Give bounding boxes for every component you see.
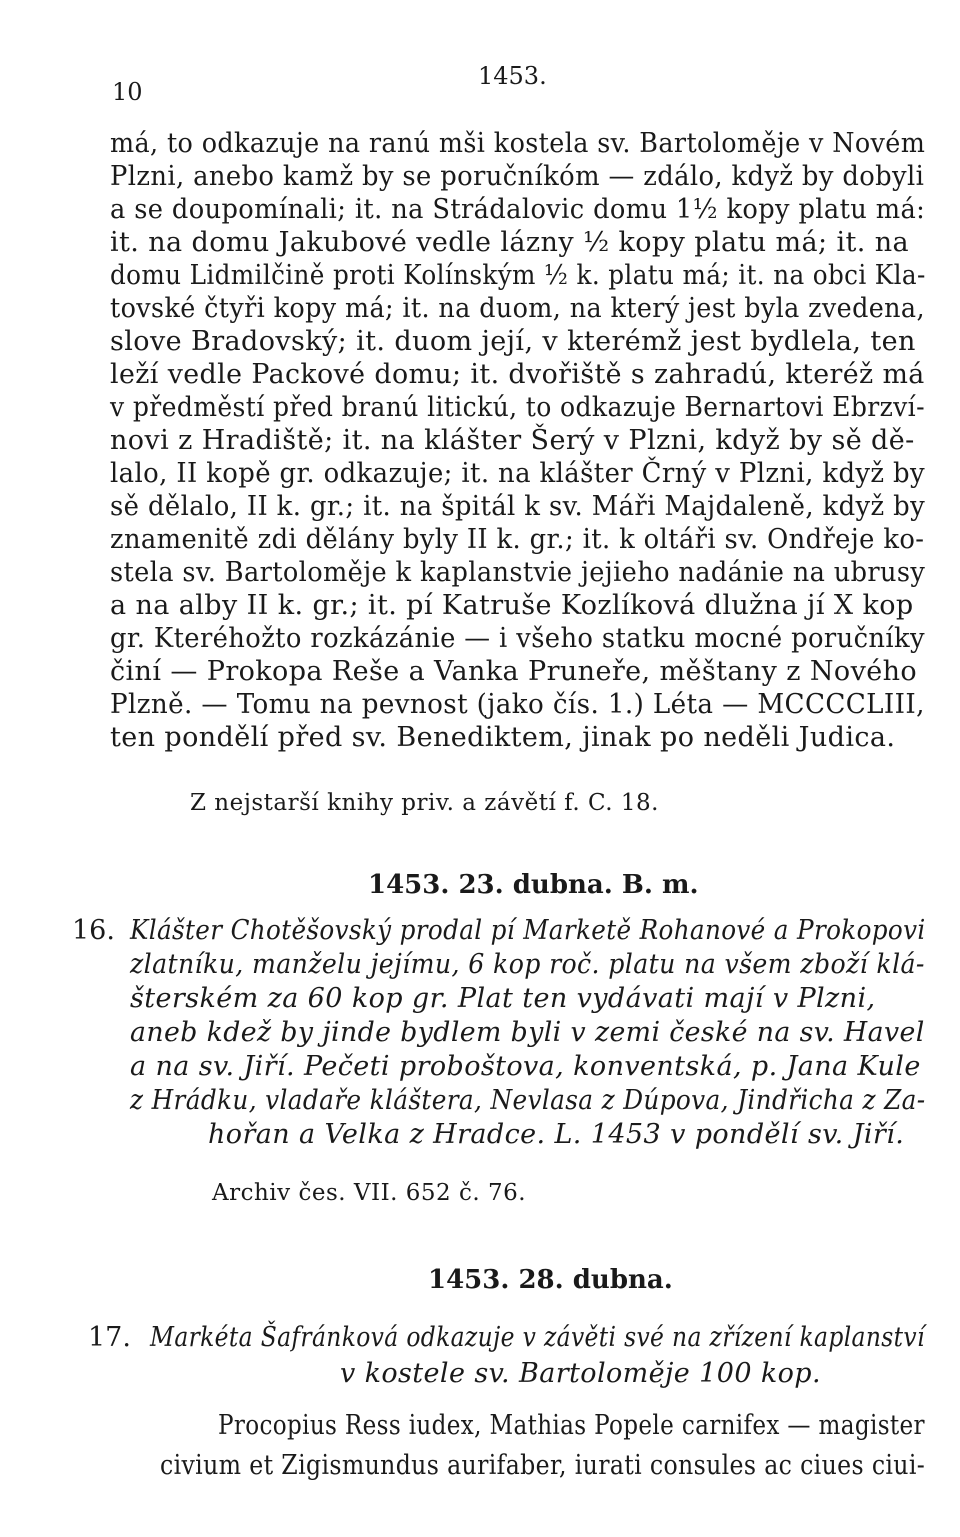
entry16-source: Archiv čes. VII. 652 č. 76. (212, 1180, 527, 1206)
page-number: 10 (112, 78, 143, 106)
entry16-number: 16. (72, 915, 115, 946)
entry16-line: hořan a Velka z Hradce. L. 1453 v pondělí sv. Jiří. (208, 1119, 905, 1150)
entry17-line: Markéta Šafránková odkazuje v závěti své na zřízení kaplanství (150, 1322, 925, 1353)
entry17-body-line: civium et Zigismundus aurifaber, iurati consules ac ciues ciui- (160, 1450, 926, 1481)
entry15-line: domu Lidmilčině proti Kolínským ½ k. platu má; it. na obci Kla- (110, 260, 926, 291)
entry16-line: a na sv. Jiří. Pečeti proboštova, konventská, p. Jana Kule (130, 1051, 921, 1082)
entry15-line: slove Bradovský; it. duom její, v kterémž jest bydlela, ten (110, 326, 916, 357)
entry16-line: Klášter Chotěšovský prodal pí Marketě Rohanové a Prokopovi (130, 915, 926, 946)
entry15-line: znamenitě zdi dělány byly II k. gr.; it. k oltáři sv. Ondřeje ko- (110, 524, 925, 555)
entry15-line: ten pondělí před sv. Benediktem, jinak po neděli Judica. (110, 722, 896, 753)
entry15-line: a se doupomínali; it. na Strádalovic domu 1½ kopy platu má: (110, 194, 926, 225)
entry16-heading: 1453. 23. dubna. B. m. (368, 870, 699, 900)
entry15-line: tovské čtyři kopy má; it. na duom, na který jest byla zvedena, (110, 293, 925, 324)
entry17-line: v kostele sv. Bartoloměje 100 kop. (340, 1358, 821, 1389)
entry16-line: zlatníku, manželu jejímu, 6 kop roč. platu na všem zboží klá- (130, 949, 925, 980)
entry17-body-line: Procopius Ress iudex, Mathias Popele carnifex — magister (218, 1410, 925, 1441)
entry15-line: novi z Hradiště; it. na klášter Šerý v Plzni, když by sě dě- (110, 425, 915, 456)
entry15-line: má, to odkazuje na ranú mši kostela sv. Bartoloměje v Novém (110, 128, 926, 159)
entry15-line: v předměstí před branú litickú, to odkazuje Bernartovi Ebrzví- (110, 392, 925, 423)
entry15-line: gr. Kteréhožto rozkázánie — i všeho statku mocné poručníky (110, 623, 926, 654)
entry16-line: z Hrádku, vladaře kláštera, Nevlasa z Dúpova, Jindřicha z Za- (130, 1085, 926, 1116)
running-header: 1453. (478, 62, 547, 90)
entry17-number: 17. (88, 1322, 131, 1353)
entry15-line: Plzni, anebo kamž by se poručníkóm — zdálo, když by dobyli (110, 161, 925, 192)
entry15-line: it. na domu Jakubové vedle lázny ½ kopy platu má; it. na (110, 227, 909, 258)
entry17-heading: 1453. 28. dubna. (428, 1265, 673, 1295)
entry15-line: lalo, II kopě gr. odkazuje; it. na klášter Črný v Plzni, když by (110, 458, 926, 489)
entry15-line: sě dělalo, II k. gr.; it. na špitál k sv. Máři Majdaleně, když by (110, 491, 926, 522)
entry15-line: stela sv. Bartoloměje k kaplanstvie jejieho nadánie na ubrusy (110, 557, 926, 588)
entry16-line: šterském za 60 kop gr. Plat ten vydávati mají v Plzni, (130, 983, 876, 1014)
entry15-line: činí — Prokopa Reše a Vanka Pruneře, měštany z Nového (110, 656, 918, 687)
entry15-line: leží vedle Packové domu; it. dvořiště s zahradú, kteréž má (110, 359, 925, 390)
entry16-line: aneb kdež by jinde bydlem byli v zemi české na sv. Havel (130, 1017, 925, 1048)
entry15-line: a na alby II k. gr.; it. pí Katruše Kozlíková dlužna jí X kop (110, 590, 914, 621)
entry15-line: Plzně. — Tomu na pevnost (jako čís. 1.) Léta — MCCCCLIII, (110, 689, 925, 720)
entry15-source: Z nejstarší knihy priv. a závětí f. C. 18. (190, 790, 659, 816)
